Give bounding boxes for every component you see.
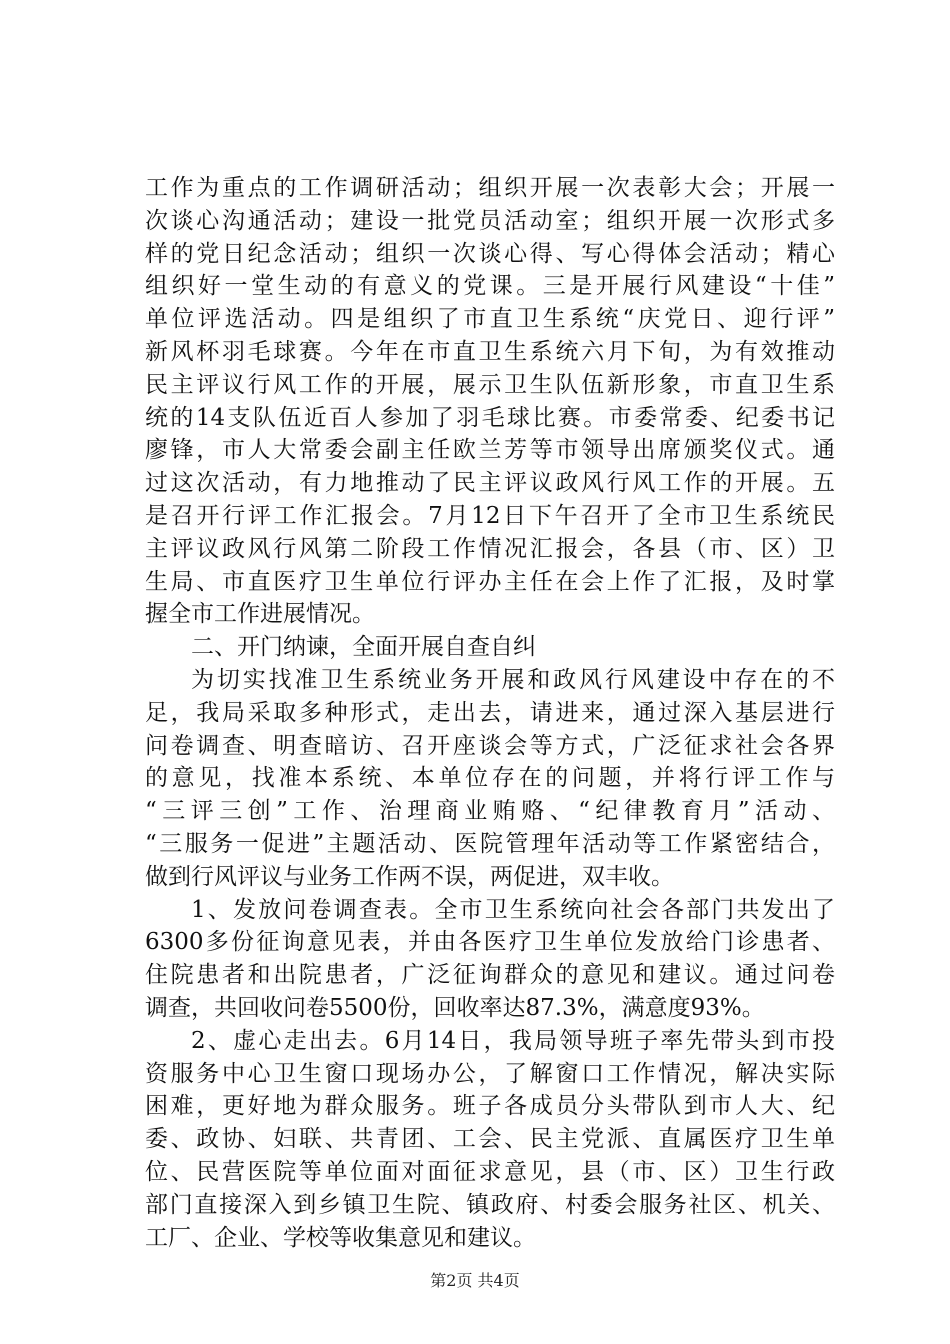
text-line: 新风杯羽毛球赛。今年在市直卫生系统六月下旬，为有效推动: [145, 338, 835, 365]
page-footer: 第2页 共4页: [430, 1271, 520, 1290]
text-line: 样的党日纪念活动；组织一次谈心得、写心得体会活动；精心: [145, 240, 835, 267]
text-line: 廖锋，市人大常委会副主任欧兰芳等市领导出席颁奖仪式。通: [145, 437, 835, 464]
text-line: 组织好一堂生动的有意义的党课。三是开展行风建设“十佳”: [145, 273, 835, 300]
document-body: [145, 172, 835, 1254]
text-line: 民主评议行风工作的开展，展示卫生队伍新形象，市直卫生系: [145, 371, 835, 398]
text-line: 2、虚心走出去。6月14日，我局领导班子率先带头到市投: [191, 1027, 835, 1054]
text-line: 位、民营医院等单位面对面征求意见，县（市、区）卫生行政: [145, 1158, 835, 1185]
text-line: 统的14支队伍近百人参加了羽毛球比赛。市委常委、纪委书记: [145, 404, 835, 431]
text-line: 足，我局采取多种形式，走出去，请进来，通过深入基层进行: [145, 699, 835, 726]
text-line: 过这次活动，有力地推动了民主评议政风行风工作的开展。五: [145, 470, 835, 497]
text-line: 二、开门纳谏，全面开展自查自纠: [191, 634, 536, 661]
text-line: 委、政协、妇联、共青团、工会、民主党派、直属医疗卫生单: [145, 1126, 835, 1153]
text-line: 主评议政风行风第二阶段工作情况汇报会，各县（市、区）卫: [145, 535, 835, 562]
text-line: 工作为重点的工作调研活动；组织开展一次表彰大会；开展一: [145, 175, 835, 201]
text-line: 的意见，找准本系统、本单位存在的问题，并将行评工作与: [145, 765, 835, 792]
text-line: 住院患者和出院患者，广泛征询群众的意见和建议。通过问卷: [145, 962, 835, 989]
text-line: 工厂、企业、学校等收集意见和建议。: [145, 1224, 536, 1251]
text-line: “三评三创”工作、治理商业贿赂、“纪律教育月”活动、: [145, 798, 835, 825]
text-line: 问卷调查、明查暗访、召开座谈会等方式，广泛征求社会各界: [145, 732, 835, 759]
text-line: 是召开行评工作汇报会。7月12日下午召开了全市卫生系统民: [145, 502, 835, 529]
text-line: 调查，共回收问卷5500份，回收率达87.3%，满意度93%。: [145, 994, 765, 1021]
text-line: 6300多份征询意见表，并由各医疗卫生单位发放给门诊患者、: [145, 929, 835, 956]
text-line: 部门直接深入到乡镇卫生院、镇政府、村委会服务社区、机关、: [145, 1191, 835, 1218]
text-line: 为切实找准卫生系统业务开展和政风行风建设中存在的不: [191, 666, 835, 693]
text-line: 1、发放问卷调查表。全市卫生系统向社会各部门共发出了: [191, 896, 835, 923]
text-line: 资服务中心卫生窗口现场办公，了解窗口工作情况，解决实际: [145, 1060, 835, 1087]
text-line: 单位评选活动。四是组织了市直卫生系统“庆党日、迎行评”: [145, 306, 835, 333]
text-line: 生局、市直医疗卫生单位行评办主任在会上作了汇报，及时掌: [145, 568, 835, 595]
text-line: 握全市工作进展情况。: [145, 601, 375, 628]
text-line: 做到行风评议与业务工作两不误，两促进，双丰收。: [145, 863, 674, 890]
text-line: 困难，更好地为群众服务。班子各成员分头带队到市人大、纪: [145, 1093, 835, 1120]
text-line: 次谈心沟通活动；建设一批党员活动室；组织开展一次形式多: [145, 207, 835, 234]
text-line: “三服务一促进”主题活动、医院管理年活动等工作紧密结合，: [145, 830, 835, 857]
